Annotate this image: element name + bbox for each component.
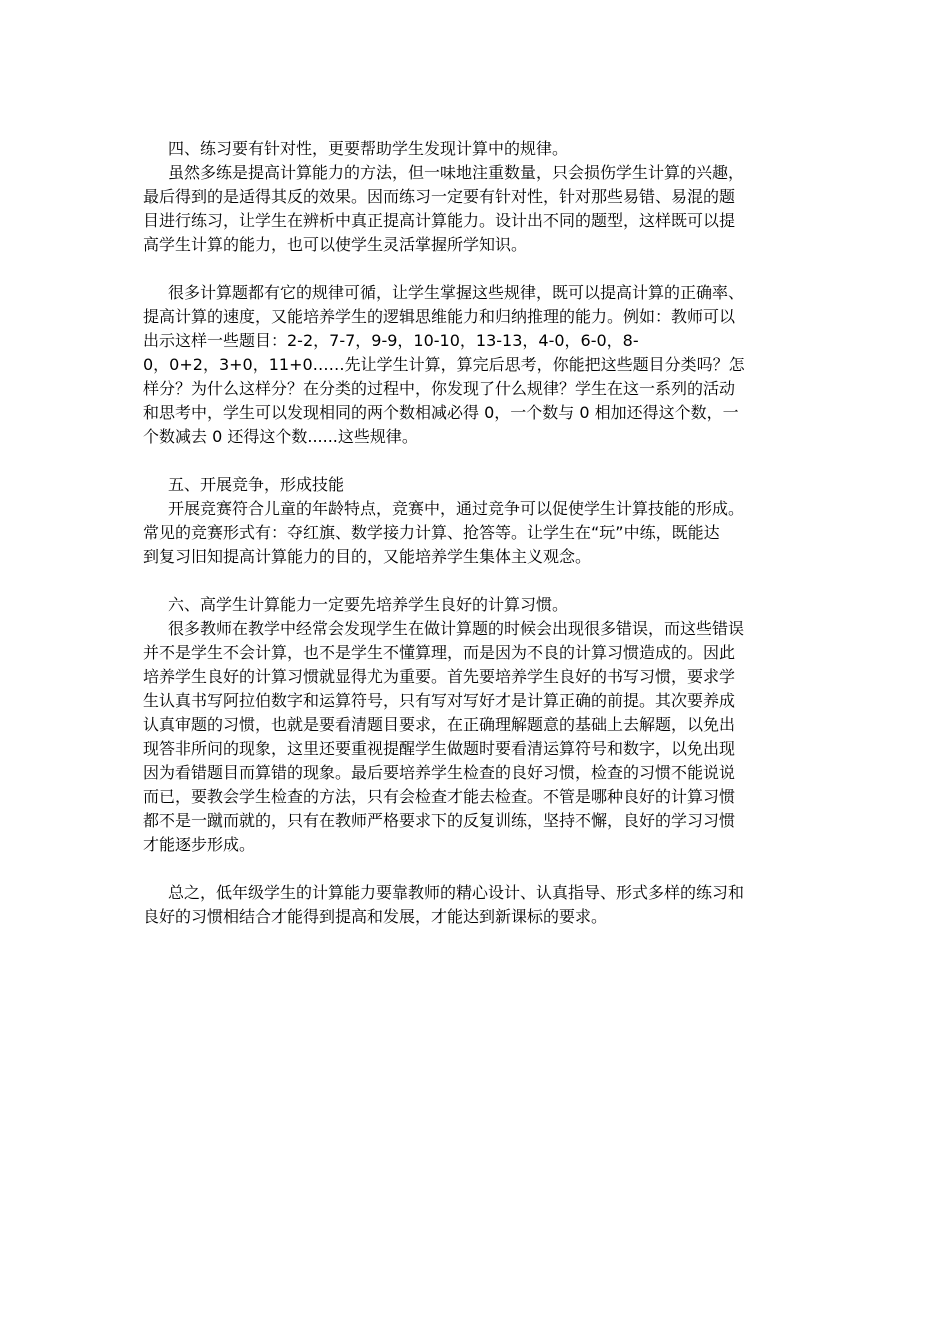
- paragraph-line: 因为看错题目而算错的现象。最后要培养学生检查的良好习惯，检查的习惯不能说说: [143, 763, 736, 782]
- paragraph-line: 都不是一蹴而就的，只有在教师严格要求下的反复训练，坚持不懈，良好的学习习惯: [143, 811, 736, 830]
- section-4-paragraph-1: [143, 161, 803, 257]
- paragraph-line: 才能逐步形成。: [143, 835, 256, 854]
- section-5-heading: 五、开展竞争，形成技能: [168, 475, 345, 494]
- paragraph-line: 和思考中，学生可以发现相同的两个数相减必得 0，一个数与 0 相加还得这个数，一: [143, 403, 739, 422]
- section-6-heading: 六、高学生计算能力一定要先培养学生良好的计算习惯。: [168, 595, 569, 614]
- paragraph-line: 个数减去 0 还得这个数......这些规律。: [143, 427, 418, 446]
- paragraph-line: 0，0+2，3+0，11+0……先让学生计算，算完后思考，你能把这些题目分类吗？怎: [143, 355, 745, 374]
- paragraph-line: 培养学生良好的计算习惯就显得尤为重要。首先要培养学生良好的书写习惯，要求学: [143, 667, 736, 686]
- paragraph-line: 开展竞赛符合儿童的年龄特点，竞赛中，通过竞争可以促使学生计算技能的形成。: [168, 499, 745, 518]
- paragraph-line: 样分？为什么这样分？在分类的过程中，你发现了什么规律？学生在这一系列的活动: [143, 379, 736, 398]
- section-4-heading: 四、练习要有针对性，更要帮助学生发现计算中的规律。: [168, 139, 569, 158]
- paragraph-line: 出示这样一些题目：2-2，7-7，9-9，10-10，13-13，4-0，6-0，8-: [143, 331, 639, 350]
- paragraph-line: 现答非所问的现象，这里还要重视提醒学生做题时要看清运算符号和数字，以免出现: [143, 739, 736, 758]
- paragraph-line: 很多教师在教学中经常会发现学生在做计算题的时候会出现很多错误，而这些错误: [168, 619, 745, 638]
- paragraph-line: 总之，低年级学生的计算能力要靠教师的精心设计、认真指导、形式多样的练习和: [168, 883, 745, 902]
- section-4-paragraph-2: [143, 281, 803, 449]
- paragraph-line: 并不是学生不会计算，也不是学生不懂算理，而是因为不良的计算习惯造成的。因此: [143, 643, 736, 662]
- paragraph-line: 高学生计算的能力，也可以使学生灵活掌握所学知识。: [143, 235, 528, 254]
- paragraph-line: 到复习旧知提高计算能力的目的，又能培养学生集体主义观念。: [143, 547, 592, 566]
- paragraph-gap: [143, 449, 803, 473]
- paragraph-gap: [143, 569, 803, 593]
- conclusion-paragraph: [143, 881, 803, 929]
- paragraph-line: 虽然多练是提高计算能力的方法，但一味地注重数量，只会损伤学生计算的兴趣，: [168, 163, 745, 182]
- paragraph-line: 良好的习惯相结合才能得到提高和发展，才能达到新课标的要求。: [143, 907, 608, 926]
- paragraph-line: 最后得到的是适得其反的效果。因而练习一定要有针对性，针对那些易错、易混的题: [143, 187, 736, 206]
- paragraph-line: 提高计算的速度，又能培养学生的逻辑思维能力和归纳推理的能力。例如：教师可以: [143, 307, 736, 326]
- section-6-paragraph-1: [143, 617, 803, 857]
- paragraph-gap: [143, 257, 803, 281]
- paragraph-line: 而已，要教会学生检查的方法，只有会检查才能去检查。不管是哪种良好的计算习惯: [143, 787, 736, 806]
- paragraph-line: 认真审题的习惯，也就是要看清题目要求，在正确理解题意的基础上去解题，以免出: [143, 715, 736, 734]
- paragraph-line: 很多计算题都有它的规律可循，让学生掌握这些规律，既可以提高计算的正确率、: [168, 283, 745, 302]
- paragraph-line: 常见的竞赛形式有：夺红旗、数学接力计算、抢答等。让学生在“玩”中练，既能达: [143, 523, 720, 542]
- paragraph-gap: [143, 857, 803, 881]
- paragraph-line: 生认真书写阿拉伯数字和运算符号，只有写对写好才是计算正确的前提。其次要养成: [143, 691, 736, 710]
- section-5-paragraph-1: [143, 497, 803, 569]
- paragraph-line: 目进行练习，让学生在辨析中真正提高计算能力。设计出不同的题型，这样既可以提: [143, 211, 736, 230]
- document-body: [143, 137, 803, 929]
